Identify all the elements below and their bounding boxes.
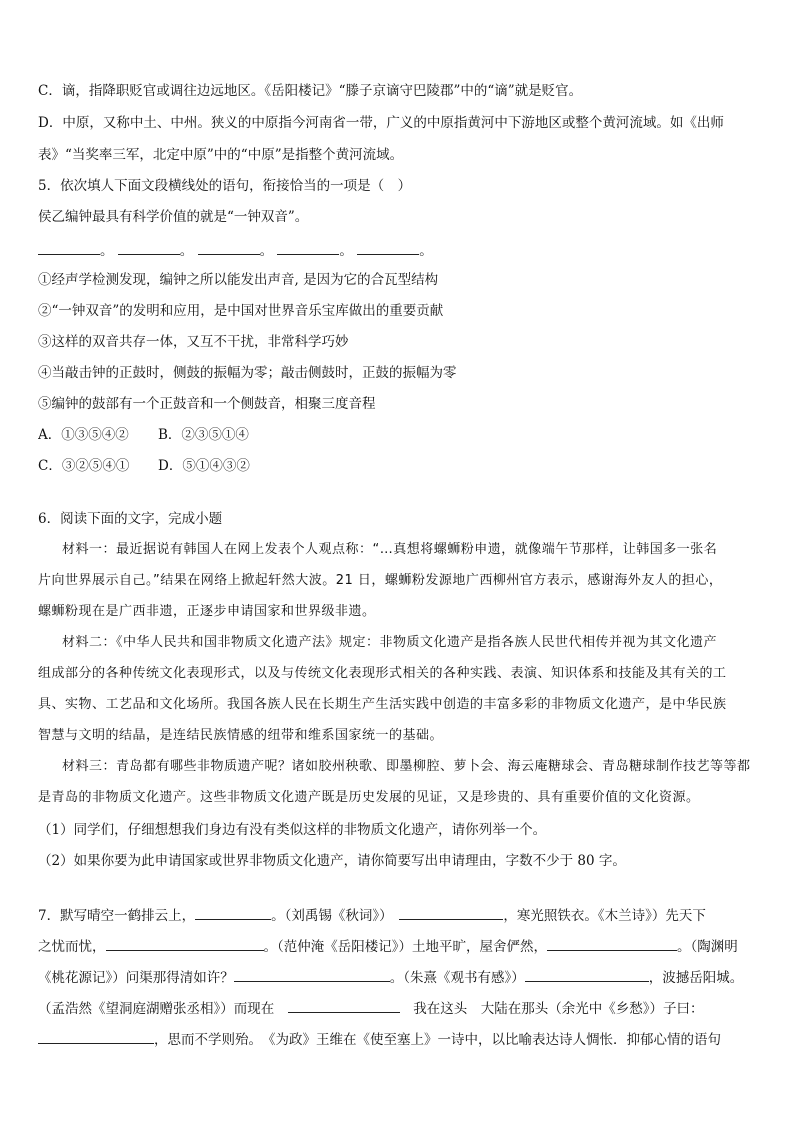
answer-blank[interactable] [277,240,339,255]
answer-blank[interactable] [399,905,503,920]
q7-line2: 之忧而忧， 。（范仲淹《岳阳楼记》）土地平旷，屋舍俨然， 。（陶渊明 [38,936,758,956]
q6-material1-line3: 螺蛳粉现在是广西非遗，正逐步申请国家和世界级非遗。 [38,604,376,619]
q5-intro: 侯乙编钟最具有科学价值的就是“一钟双音”。 [38,209,309,225]
answer-blank[interactable] [195,905,271,920]
q5-option-c[interactable]: C．③②⑤④① [38,458,130,474]
q5-option-b[interactable]: B．②③⑤①④ [158,427,249,443]
q4-option-c: C．谪，指降职贬官或调往边远地区。《岳阳楼记》“滕子京谪守巴陵郡”中的“谪”就是贬官。 [38,83,583,99]
q6-material1-line1: 材料一：最近据说有韩国人在网上发表个人观点称：“…真想将螺蛳粉申遗，就像端午节那样，让韩国多一张名 [62,542,718,557]
answer-blank[interactable] [547,936,677,951]
answer-blank[interactable] [288,998,400,1013]
q5-item-5: ⑤编钟的鼓部有一个正鼓音和一个侧鼓音，相聚三度音程 [38,396,376,412]
q6-material2-line4: 智慧与文明的结晶，是连结民族情感的纽带和维系国家统一的基础。 [38,728,444,743]
q7-line3: 《桃花源记》）问渠那得清如许？ 。（朱熹《观书有感》） ，波撼岳阳城。 [38,967,758,987]
q5-stem: 5．依次填人下面文段横线处的语句，衔接恰当的一项是（ ） [38,178,412,194]
q5-option-a[interactable]: A．①③⑤④② [38,427,129,443]
answer-blank[interactable] [38,240,100,255]
q7-line1: 7．默写晴空一鹤排云上， 。（刘禹锡《秋词》） ，寒光照铁衣。《木兰诗》）先天下 [38,905,758,925]
q7-line5: ，思而不学则殆。 《为政》王维在《使至塞上》一诗中，以比喻表达诗人惆怅．抑郁心情的语句 [38,1029,758,1049]
q6-material1-line2: 片向世界展示自己。”结果在网络上掀起轩然大波。21 日，螺蛳粉发源地广西柳州官方表示，感谢海外友人的担心， [38,573,723,588]
q6-material2-line3: 具、实物、工艺品和文化场所。我国各族人民在长期生产生活实践中创造的丰富多彩的非物质文化遗产，是中华民族 [38,697,727,712]
answer-blank[interactable] [525,967,649,982]
answer-blank[interactable] [106,936,264,951]
q6-material2-line1: 材料二：《中华人民共和国非物质文化遗产法》规定：非物质文化遗产是指各族人民世代相传并视为其文化遗产 [62,635,718,650]
q6-material2-line2: 组成部分的各种传统文化表现形式，以及与传统文化表现形式相关的各种实践、表演、知识体系和技能及其有关的工 [38,666,727,681]
q5-options-row1 [38,426,758,444]
answer-blank[interactable] [234,967,390,982]
q5-item-4: ④当敲击钟的正鼓时，侧鼓的振幅为零；敲击侧鼓时，正鼓的振幅为零 [38,365,457,381]
q4-option-d-line1: D．中原，又称中土、中州。狭义的中原指今河南省一带，广义的中原指黄河中下游地区或整个黄河流域。如《出师 [38,115,724,131]
answer-blank[interactable] [118,240,180,255]
answer-blank[interactable] [198,240,260,255]
q6-subquestion-2: （2）如果你要为此申请国家或世界非物质文化遗产，请你简要写出申请理由，字数不少于 80 字。 [38,853,626,869]
q5-blanks-row: 。 。 。 。 。 [38,240,758,260]
q7-line4: （孟浩然《望洞庭湖赠张丞相》）而现在 我在这头 大陆在那头（余光中《乡愁》）子曰： [38,998,758,1018]
q5-options-row2 [38,457,758,475]
q5-option-d[interactable]: D．⑤①④③② [158,458,250,474]
q6-stem: 6．阅读下面的文字，完成小题 [38,511,223,527]
q5-item-3: ③这样的双音共存一体，又互不干扰，非常科学巧妙 [38,334,349,350]
q4-option-d-line2: 表》“当奖率三军，北定中原”中的“中原”是指整个黄河流域。 [38,147,404,163]
q6-material3-line2: 是青岛的非物质文化遗产。这些非物质文化遗产既是历史发展的见证，又是珍贵的、具有重要价值的文化资源。 [38,790,700,805]
answer-blank[interactable] [357,240,419,255]
q5-item-2: ②“一钟双音”的发明和应用，是中国对世界音乐宝库做出的重要贡献 [38,303,444,319]
q6-material3-line1: 材料三：青岛都有哪些非物质遗产呢？诸如胶州秧歌、即墨柳腔、萝卜会、海云庵糖球会、青岛糖球制作技艺等等都 [62,759,751,774]
q6-subquestion-1: （1）同学们，仔细想想我们身边有没有类似这样的非物质文化遗产，请你列举一个。 [38,822,547,838]
q5-item-1: ①经声学检测发现，编钟之所以能发出声音, 是因为它的合瓦型结构 [38,272,439,288]
answer-blank[interactable] [38,1029,154,1044]
